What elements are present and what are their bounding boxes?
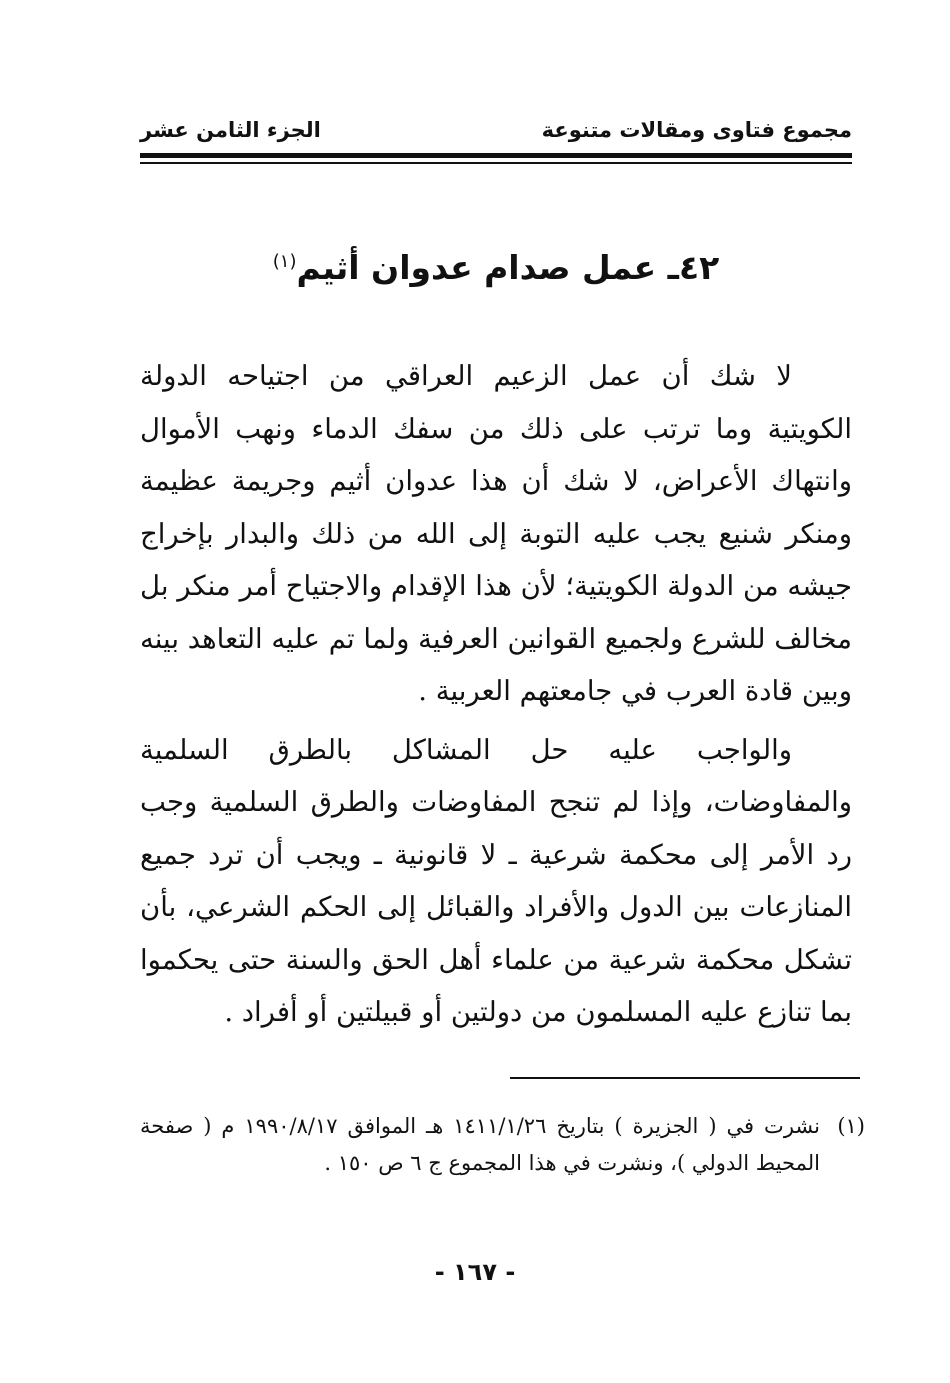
page-number: - ١٦٧ - [434,1258,516,1286]
article-title-text: ٤٢ـ عمل صدام عدوان أثيم [296,248,720,287]
footnote-text: نشرت في ( الجزيرة ) بتاريخ ١٤١١/١/٢٦ هـ الموافق ١٩٩٠/٨/١٧ م ( صفحة المحيط الدولي )، ونشرت في هذا المجموع ج ٦ ص ١٥٠ . [140,1114,820,1175]
header-rule-thick [140,153,852,158]
footnote-separator [510,1077,860,1079]
paragraph-1: لا شك أن عمل الزعيم العراقي من اجتياحه الدولة الكويتية وما ترتب على ذلك من سفك الدماء ونهب الأموال وانتهاك الأعراض، لا شك أن هذا عدوان أثيم وجريمة عظيمة ومنكر شنيع يجب عليه التوبة إلى الله من ذلك والبدار بإخراج جيشه من الدولة الكويتية؛ لأن هذا الإقدام والاجتياح أمر منكر بل مخالف للشرع ولجميع القوانين العرفية ولما تم عليه التعاهد بينه وبين قادة العرب في جامعتهم العربية . [140,360,852,707]
running-header [140,112,852,152]
volume-label: الجزء الثامن عشر [140,118,321,142]
title-footnote-ref: (١) [272,251,297,272]
header-rule-thin [140,162,852,164]
article-body [140,350,852,1039]
footnote-marker: (١) [837,1114,865,1138]
article-title [140,248,852,287]
paragraph-2: والواجب عليه حل المشاكل بالطرق السلمية والمفاوضات، وإذا لم تنجح المفاوضات والطرق السلمية وجب رد الأمر إلى محكمة شرعية ـ لا قانونية ـ ويجب أن ترد جميع المنازعات بين الدول والأفراد والقبائل إلى الحكم الشرعي، بأن تشكل محكمة شرعية من علماء أهل الحق والسنة حتى يحكموا بما تنازع عليه المسلمون من دولتين أو قبيلتين أو أفراد . [140,733,852,1028]
footnote [140,1108,865,1182]
book-title: مجموع فتاوى ومقالات متنوعة [541,118,852,142]
